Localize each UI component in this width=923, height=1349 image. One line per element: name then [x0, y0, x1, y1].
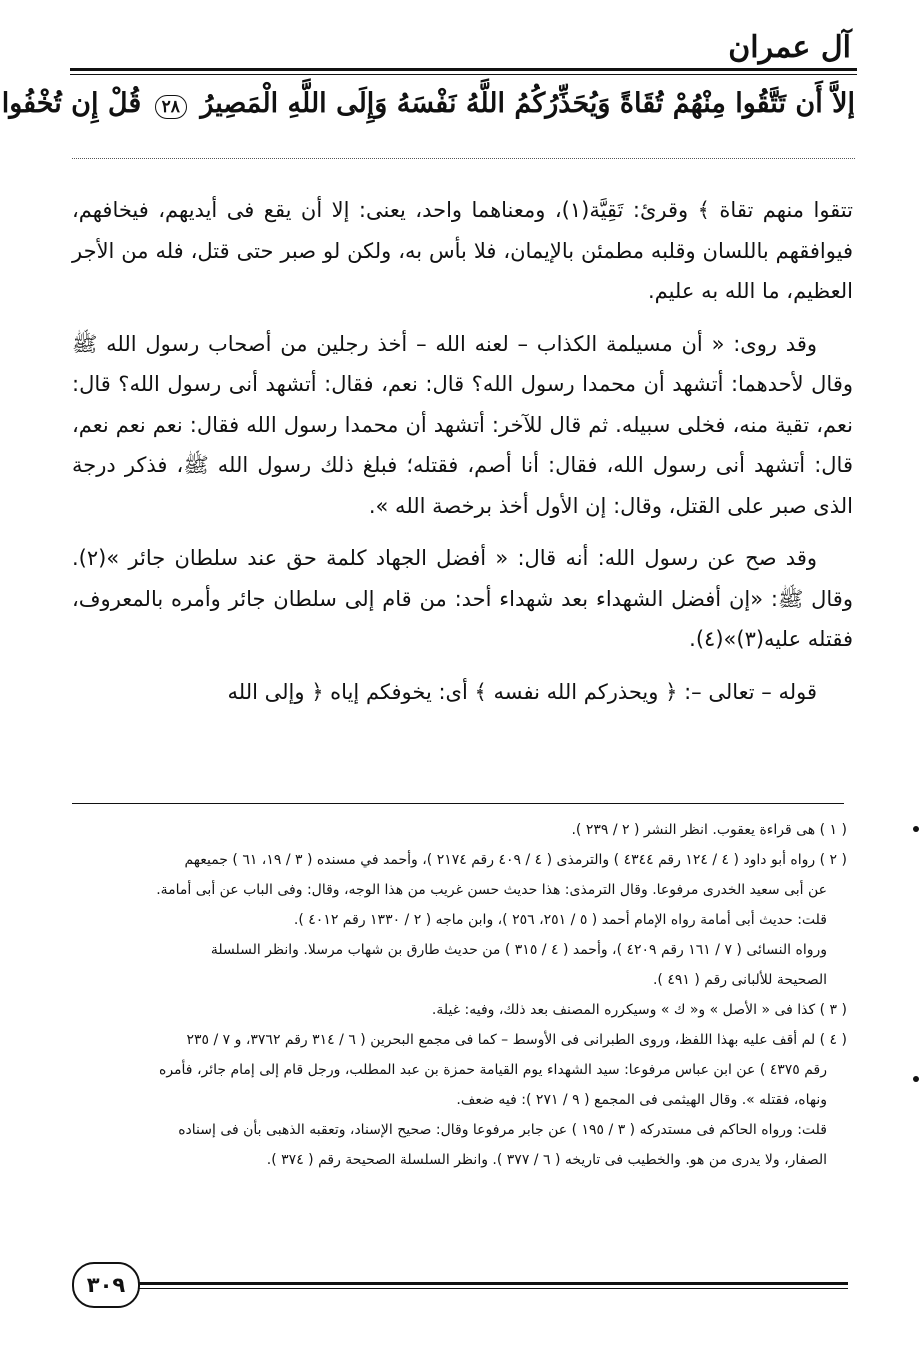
- footnote-line: قلت: ورواه الحاكم فى مستدركه ( ٣ / ١٩٥ ) عن جابر مرفوعا وقال: صحيح الإسناد، وتعقبه الذهبى بأن فى إسناده: [178, 1122, 827, 1138]
- verse-text-before: إلاَّ أَن تَتَّقُوا مِنْهُمْ تُقَاةً وَيُحَذِّرُكُمُ اللَّهُ نَفْسَهُ وَإِلَى اللَّهِ الْمَصِيرُ: [200, 88, 855, 119]
- margin-dot: [913, 1076, 919, 1082]
- footnote-line: ( ٢ ) رواه أبو داود ( ٤ / ١٢٤ رقم ٤٣٤٤ ) والترمذى ( ٤ / ٤٠٩ رقم ٢١٧٤ )، وأحمد في مسنده ( ٣ / ١٩، ٦١ ) جميعهم: [184, 852, 847, 868]
- header-rule-thin: [70, 74, 857, 75]
- margin-dot: [913, 826, 919, 832]
- footnote-2: [72, 845, 847, 995]
- page-number: ٣٠٩: [72, 1262, 140, 1308]
- header-rule-thick: [70, 68, 857, 71]
- page-footer: [72, 1262, 848, 1308]
- surah-name-header: آل عمران: [728, 30, 851, 65]
- footnote-line: ونهاه، فقتله ». وقال الهيثمى فى المجمع ( ٩ / ٢٧١ ): فيه ضعف.: [456, 1092, 827, 1108]
- footnote-line: ( ٤ ) لم أقف عليه بهذا اللفظ، وروى الطبرانى فى الأوسط – كما فى مجمع البحرين ( ٦ / ٣١٤ رقم ٣٧٦٢، و ٧ / ٢٣٥: [186, 1032, 847, 1048]
- paragraph: وقد روى: « أن مسيلمة الكذاب – لعنه الله – أخذ رجلين من أصحاب رسول الله ﷺ وقال لأحدهما: أتشهد أن محمدا رسول الله؟ قال: نعم، فقال: أتشهد أنى رسول الله؟ قال: نعم، تقية منه، فخلى سبيله. ثم قال للآخر: أتشهد أن محمدا رسول الله فقال: نعم نعم نعم، قال: أتشهد أنى رسول الله، فقال: أنا أصم، فقتله؛ فبلغ ذلك رسول الله ﷺ، فذكر درجة الذى صبر على القتل، وقال: إن الأول أخذ برخصة الله ».: [72, 331, 853, 518]
- footnote-divider: [72, 803, 844, 804]
- footnote-3: [72, 995, 847, 1025]
- quran-verse-line: [1, 88, 855, 138]
- paragraph: تتقوا منهم تقاة ﴾ وقرئ: تَقِيَّة(١)، ومعناهما واحد، يعنى: إلا أن يقع فى أيديهم، فيخافهم، فيوافقهم باللسان وقلبه مطمئن بالإيمان، فلا بأس به، ولكن لو صبر حتى قتل، فله من الأجر العظيم، ما الله به عليم.: [72, 198, 853, 303]
- footnote-1: [72, 815, 847, 845]
- paragraph: وقد صح عن رسول الله: أنه قال: « أفضل الجهاد كلمة حق عند سلطان جائر »(٢). وقال ﷺ: «إن أفضل الشهداء بعد شهداء أحد: من قام إلى سلطان جائر وأمره بالمعروف، فقتله عليه(٣)»(٤).: [72, 546, 853, 651]
- commentary-body: [72, 190, 853, 724]
- footnote-line: الصحيحة للألبانى رقم ( ٤٩١ ).: [652, 972, 827, 988]
- footnote-line: عن أبى سعيد الخدرى مرفوعا. وقال الترمذى: هذا حديث حسن غريب من هذا الوجه، وقال: وفى الباب عن أبى أمامة.: [156, 882, 827, 898]
- footer-rule-thick: [128, 1282, 848, 1285]
- verse-text-after: قُلْ إِن تُخْفُوا: [1, 88, 142, 119]
- footnotes-section: [72, 815, 847, 1175]
- footnote-line: ( ١ ) هى قراءة يعقوب. انظر النشر ( ٢ / ٢٣٩ ).: [571, 822, 847, 838]
- footnote-line: الصفار، ولا يدرى من هو. والخطيب فى تاريخه ( ٦ / ٣٧٧ ). وانظر السلسلة الصحيحة رقم ( ٣٧٤ ).: [266, 1152, 827, 1168]
- footnote-4: [72, 1025, 847, 1175]
- footnote-line: ( ٣ ) كذا فى « الأصل » و« ك » وسيكرره المصنف بعد ذلك، وفيه: غيلة.: [431, 1002, 847, 1018]
- verse-divider: [72, 158, 855, 159]
- footnote-line: قلت: حديث أبى أمامة رواه الإمام أحمد ( ٥ / ٢٥١، ٢٥٦ )، وابن ماجه ( ٢ / ١٣٣٠ رقم ٤٠١٢ ).: [293, 912, 827, 928]
- ayah-number-mark: ٢٨: [155, 95, 187, 119]
- footnote-line: ورواه النسائى ( ٧ / ١٦١ رقم ٤٢٠٩ )، وأحمد ( ٤ / ٣١٥ ) من حديث طارق بن شهاب مرسلا. وانظر السلسلة: [210, 942, 827, 958]
- paragraph: قوله – تعالى –: ﴿ ويحذركم الله نفسه ﴾ أى: يخوفكم إياه ﴿ وإلى الله: [227, 679, 817, 704]
- footnote-line: رقم ٤٣٧٥ ) عن ابن عباس مرفوعا: سيد الشهداء يوم القيامة حمزة بن عبد المطلب، ورجل قام إلى إمام جائر، فأمره: [158, 1062, 827, 1078]
- footer-rule-thin: [128, 1288, 848, 1289]
